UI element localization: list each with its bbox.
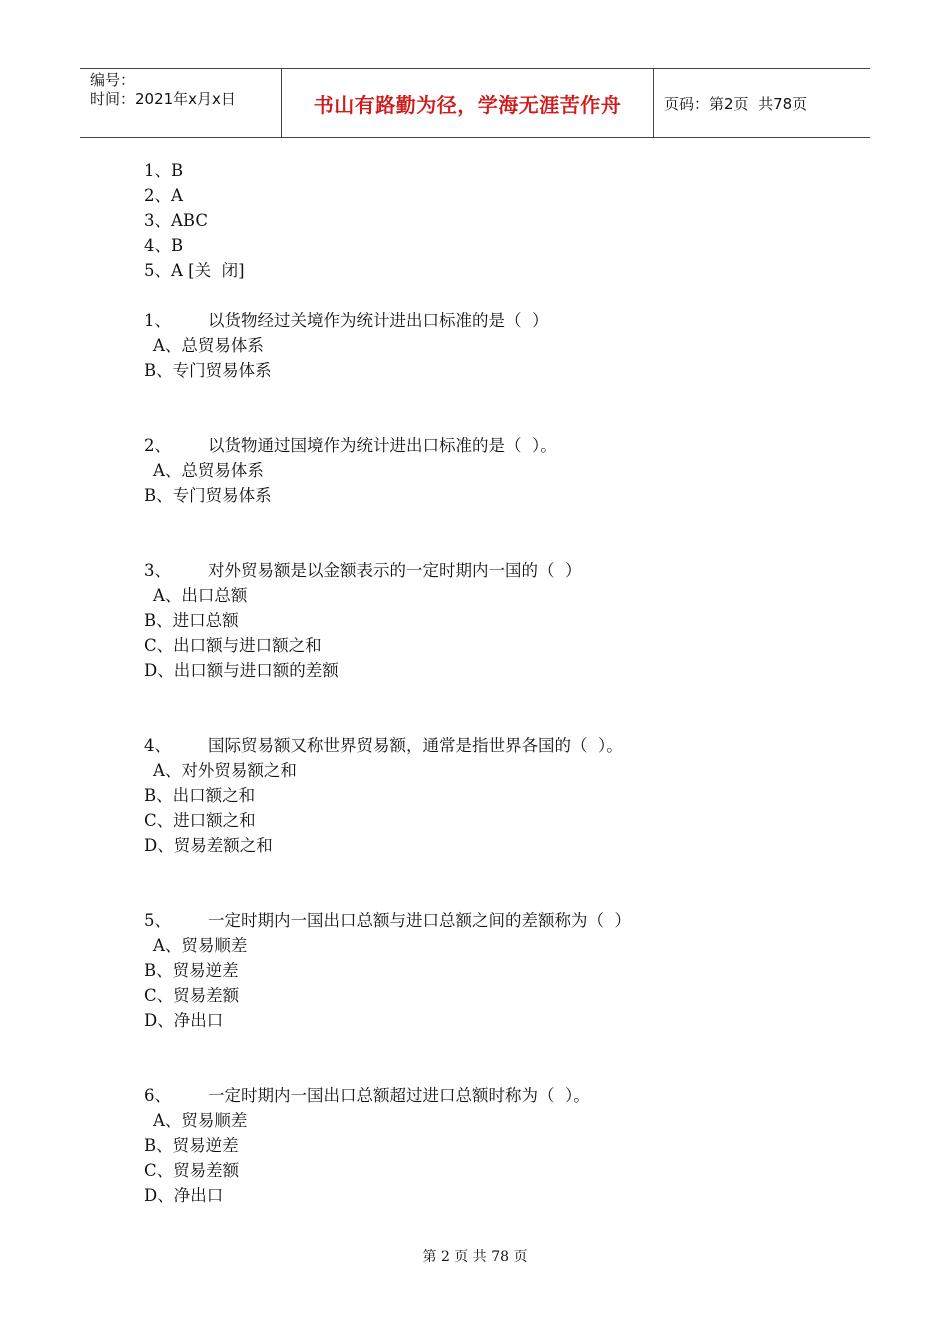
- option: C、进口额之和: [144, 811, 256, 830]
- option: B、贸易逆差: [144, 1136, 239, 1155]
- option: A、对外贸易额之和: [153, 761, 297, 780]
- question-text: 以货物经过关境作为统计进出口标准的是（ ）: [208, 311, 549, 330]
- option: D、出口额与进口额的差额: [144, 661, 339, 680]
- question-text: 国际贸易额又称世界贸易额，通常是指世界各国的（ ）。: [208, 736, 623, 755]
- question-number: 5、: [144, 911, 171, 930]
- option: C、贸易差额: [144, 986, 240, 1005]
- question-text: 对外贸易额是以金额表示的一定时期内一国的（ ）: [208, 561, 582, 580]
- question-block: [144, 733, 864, 858]
- option: A、总贸易体系: [153, 461, 264, 480]
- option: C、贸易差额: [144, 1161, 240, 1180]
- option: A、总贸易体系: [153, 336, 264, 355]
- question-stem: [144, 558, 864, 583]
- question-number: 6、: [144, 1086, 171, 1105]
- question-number: 3、: [144, 561, 171, 580]
- page-footer: 第 2 页 共 78 页: [422, 1249, 528, 1265]
- question-block: [144, 1083, 864, 1208]
- question-stem: [144, 1083, 864, 1108]
- header-motto-cell: [281, 69, 654, 137]
- question-stem: [144, 908, 864, 933]
- option: B、专门贸易体系: [144, 486, 272, 505]
- option: D、净出口: [144, 1011, 224, 1030]
- question-number: 1、: [144, 311, 171, 330]
- question-stem: [144, 433, 864, 458]
- question-block: [144, 433, 864, 508]
- motto-text: 书山有路勤为径，学海无涯苦作舟: [313, 92, 622, 117]
- option: B、专门贸易体系: [144, 361, 272, 380]
- document-body: [144, 158, 864, 1208]
- option: D、净出口: [144, 1186, 224, 1205]
- question-text: 一定时期内一国出口总额超过进口总额时称为（ ）。: [208, 1086, 590, 1105]
- header-meta: [80, 69, 281, 137]
- header-page-info: 页码：第2页 共78页: [664, 94, 808, 113]
- option: B、进口总额: [144, 611, 239, 630]
- question-number: 2、: [144, 436, 171, 455]
- page-header: [80, 68, 870, 138]
- answer-item: 4、B: [144, 236, 184, 255]
- question-stem: [144, 308, 864, 333]
- question-block: [144, 308, 864, 383]
- option: C、出口额与进口额之和: [144, 636, 322, 655]
- question-stem: [144, 733, 864, 758]
- answer-item: 1、B: [144, 161, 184, 180]
- option: B、贸易逆差: [144, 961, 239, 980]
- option: A、贸易顺差: [153, 936, 248, 955]
- question-block: [144, 558, 864, 683]
- option: D、贸易差额之和: [144, 836, 273, 855]
- option: A、贸易顺差: [153, 1111, 248, 1130]
- question-block: [144, 908, 864, 1033]
- answer-list: [144, 158, 864, 283]
- answer-item: 2、A: [144, 186, 183, 205]
- answer-item: 3、ABC: [144, 211, 208, 230]
- question-number: 4、: [144, 736, 171, 755]
- answer-item: 5、A [关 闭]: [144, 261, 245, 280]
- question-text: 一定时期内一国出口总额与进口总额之间的差额称为（ ）: [208, 911, 631, 930]
- number-label: 编号：: [90, 71, 136, 89]
- question-text: 以货物通过国境作为统计进出口标准的是（ ）。: [208, 436, 557, 455]
- option: B、出口额之和: [144, 786, 256, 805]
- time-label: 时间：2021年x月x日: [90, 90, 236, 108]
- option: A、出口总额: [153, 586, 248, 605]
